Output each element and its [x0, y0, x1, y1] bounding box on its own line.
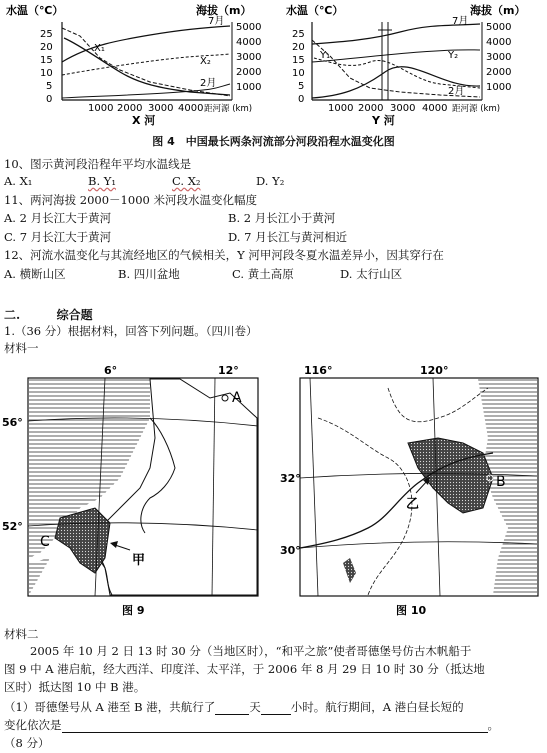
- y-alt-tick: 3000: [486, 52, 512, 63]
- x-chart-ylabel-right: 海拔（m）: [196, 4, 252, 17]
- q1-part1-unit-day: 天: [249, 700, 261, 714]
- y-july-curve: [312, 24, 480, 44]
- x-chart-ylabel-left: 水温（℃）: [6, 4, 64, 17]
- map10-point-b: B: [496, 474, 506, 490]
- y-ytick: 20: [292, 42, 305, 53]
- material-2-line-2: 图 9 中 A 港启航，经大西洋、印度洋、太平洋，于 2006 年 8 月 29 日 10 时 30 分（抵达地: [4, 662, 485, 676]
- y-xtick: 2000: [358, 103, 384, 114]
- map10-point-yi: 乙: [406, 497, 420, 512]
- map9-lat-56: 56°: [2, 416, 23, 429]
- x-alt-tick: 5000: [236, 22, 262, 33]
- y-river-label: Y 河: [372, 114, 395, 127]
- q10-option-b: B. Y₁: [88, 174, 116, 188]
- y-alt-tick: 4000: [486, 37, 512, 48]
- x-ytick: 10: [40, 68, 53, 79]
- map9-caption: 图 9: [122, 604, 145, 617]
- map10-lat-32: 32°: [280, 472, 301, 485]
- y-alt-tick: 1000: [486, 82, 512, 93]
- q10-option-c: C. X₂: [172, 174, 201, 188]
- section-heading: [4, 306, 93, 323]
- x-xtick: 2000: [117, 103, 143, 114]
- q11-option-d: D. 7 月长江与黄河相近: [228, 230, 348, 244]
- map9-point-c: C: [40, 534, 50, 550]
- x-ytick: 20: [40, 42, 53, 53]
- x-ytick: 15: [40, 55, 53, 66]
- y-ytick: 10: [292, 68, 305, 79]
- y-ytick: 5: [298, 81, 305, 92]
- q1-part1-line2-text: 变化依次是: [4, 718, 62, 732]
- x-label-x1: X₁: [94, 43, 105, 54]
- map9-point-jia: 甲: [132, 553, 146, 568]
- q10-stem: 10、图示黄河段沿程年平均水温线是: [4, 157, 192, 171]
- map-figure-10: [278, 358, 544, 620]
- q12-option-d: D. 太行山区: [340, 267, 403, 281]
- x-ytick: 0: [46, 94, 53, 105]
- q1-part1-line2: [4, 718, 499, 733]
- y-xtick: 4000: [422, 103, 448, 114]
- material-1-label: 材料一: [4, 341, 39, 355]
- q1-part1-text-b: 小时。航行期间，A 港白昼长短的: [290, 700, 464, 714]
- q10-option-a: A. X₁: [4, 174, 33, 188]
- map9-point-a: A: [232, 390, 242, 406]
- q12-option-b: B. 四川盆地: [118, 267, 180, 281]
- q10-option-d: D. Y₂: [256, 174, 285, 188]
- figure-4-charts: [0, 0, 547, 152]
- x-alt-tick: 4000: [236, 37, 262, 48]
- x-xtick: 1000: [88, 103, 114, 114]
- y-chart-ylabel-left: 水温（℃）: [286, 4, 344, 17]
- map-figure-9: [0, 358, 270, 620]
- map10-lat-30: 30°: [280, 544, 301, 557]
- x-ytick: 25: [40, 29, 53, 40]
- x-xunit: 距河源 (km): [204, 104, 253, 114]
- y-xunit: 距河源 (km): [452, 104, 501, 114]
- x-xtick: 3000: [148, 103, 174, 114]
- y-label-july: 7月: [452, 16, 469, 27]
- map10-lon-116: 116°: [304, 364, 333, 377]
- q1-part1-text-a: （1）哥德堡号从 A 港至 B 港，共航行了: [4, 700, 216, 714]
- map10-lon-120: 120°: [420, 364, 449, 377]
- x-label-x2: X₂: [200, 56, 211, 67]
- material-2-line-3: 区时）抵达图 10 中 B 港。: [4, 680, 146, 694]
- y-xtick: 1000: [328, 103, 354, 114]
- y-alt-tick: 5000: [486, 22, 512, 33]
- q12-stem: 12、河流水温变化与其流经地区的气候相关，Y 河甲河段冬夏水温差异小，因其穿行在: [4, 248, 444, 262]
- section-title: 综合题: [56, 308, 93, 322]
- x-alt-tick: 3000: [236, 52, 262, 63]
- x-river-chart: [6, 3, 261, 127]
- y-xtick: 3000: [390, 103, 416, 114]
- x-alt-tick: 1000: [236, 82, 262, 93]
- q1-part1-line1: [4, 700, 464, 715]
- x-xtick: 4000: [178, 103, 204, 114]
- q11-option-c: C. 7 月长江大于黄河: [4, 230, 112, 244]
- q12-option-a: A. 横断山区: [4, 267, 66, 281]
- hours-answer-blank[interactable]: [261, 702, 291, 715]
- x-ytick: 5: [46, 81, 53, 92]
- material-2-label: 材料二: [4, 627, 39, 641]
- map10-caption: 图 10: [396, 604, 427, 617]
- material-2-line-1: 2005 年 10 月 2 日 13 时 30 分（当地区时），“和平之旅”使者哥德堡号仿古木帆船于: [30, 644, 472, 658]
- y-ytick: 0: [298, 94, 305, 105]
- y-ytick: 25: [292, 29, 305, 40]
- q11-option-a: A. 2 月长江大于黄河: [4, 211, 112, 225]
- figure-4-caption: 图 4 中国最长两条河流部分河段沿程水温变化图: [152, 135, 395, 148]
- x-label-feb: 2月: [200, 78, 217, 89]
- q11-option-b: B. 2 月长江小于黄河: [228, 211, 336, 225]
- section-number: 二.: [4, 308, 21, 322]
- y-label-y2: Y₂: [448, 50, 459, 61]
- y-river-chart: [286, 3, 525, 127]
- map9-lon-12: 12°: [218, 364, 239, 377]
- q1-part1-end: 。: [487, 718, 499, 732]
- y-alt-tick: 2000: [486, 67, 512, 78]
- map9-lat-52: 52°: [2, 520, 23, 533]
- q11-stem: 11、两河海拔 2000－1000 米河段水温变化幅度: [4, 193, 257, 207]
- q1-part1-score: （8 分）: [4, 736, 50, 750]
- q12-option-c: C. 黄土高原: [232, 267, 294, 281]
- x-river-label: X 河: [132, 114, 156, 127]
- days-answer-blank[interactable]: [215, 702, 249, 715]
- x-label-july: 7月: [208, 16, 225, 27]
- map9-lon-6: 6°: [104, 364, 118, 377]
- y-ytick: 15: [292, 55, 305, 66]
- q1-intro: 1.（36 分）根据材料，回答下列问题。（四川卷）: [4, 324, 258, 338]
- x-alt-tick: 2000: [236, 67, 262, 78]
- daylength-answer-blank[interactable]: [62, 720, 488, 733]
- y-label-y1: Y₁: [320, 50, 331, 61]
- y-label-feb: 2月: [448, 86, 465, 97]
- y-chart-ylabel-right: 海拔（m）: [470, 4, 526, 17]
